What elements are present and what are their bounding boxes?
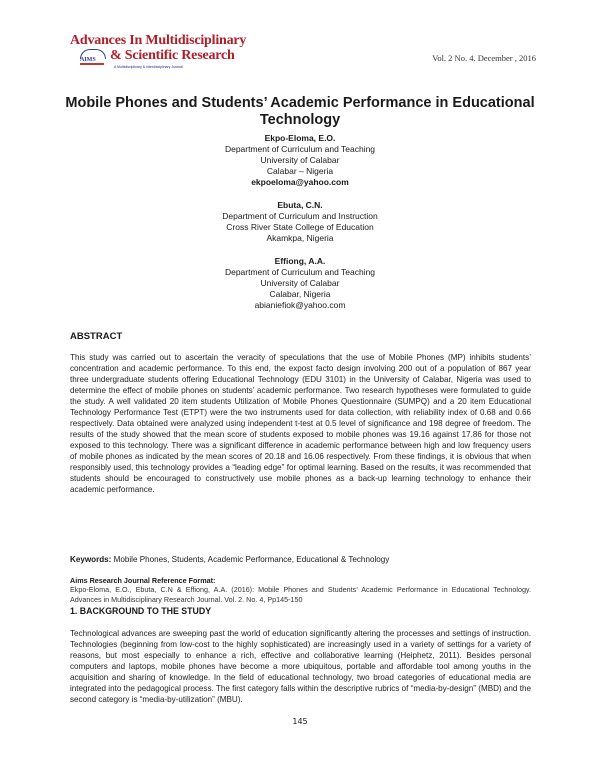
author-affiliation: Calabar, Nigeria <box>269 289 331 299</box>
author-name: Ekpo-Eloma, E.O. <box>264 133 336 143</box>
logo-title-line2: & Scientific Research <box>110 48 235 63</box>
section-heading-background: 1. BACKGROUND TO THE STUDY <box>70 606 212 616</box>
abstract-heading: ABSTRACT <box>70 331 123 342</box>
author-email[interactable]: abianiefiok@yahoo.com <box>254 300 346 310</box>
logo-tagline: A Multidisciplinary & Interdisciplinary Journal <box>114 65 183 69</box>
paper-title: Mobile Phones and Students’ Academic Performance in Educational Technology <box>65 95 535 128</box>
author-affiliation: Department of Curriculum and Teaching <box>224 267 376 277</box>
logo-title-line1: Advances In Multidisciplinary <box>70 33 247 48</box>
author-block-2 <box>60 200 540 244</box>
author-affiliation: Cross River State College of Education <box>226 222 374 232</box>
author-affiliation: Department of Curriculum and Teaching <box>224 144 376 154</box>
keywords-text: Mobile Phones, Students, Academic Performance, Educational & Technology <box>111 555 390 564</box>
reference-format-text: Ekpo-Eloma, E.O., Ebuta, C.N & Effiong, A.A. (2016): Mobile Phones and Students’ Academic Performance in Educational Technology. Advances in Multidisciplinary Research Journal. Vol. 2. No. 4, Pp145-150 <box>70 585 531 604</box>
author-email[interactable]: ekpoeloma@yahoo.com <box>251 177 349 187</box>
page-number: 145 <box>292 717 308 726</box>
keywords-label: Keywords: <box>70 555 112 564</box>
author-name: Ebuta, C.N. <box>277 200 323 210</box>
volume-info: Vol. 2 No. 4. December , 2016 <box>432 53 536 63</box>
author-name: Effiong, A.A. <box>274 256 326 266</box>
author-affiliation: Akamkpa, Nigeria <box>266 233 334 243</box>
aims-emblem-icon: AIMS <box>78 49 106 65</box>
section-background-text: Technological advances are sweeping past the world of education significantly altering the processes and settings of instruction. Technologies (beginning from low-cost to the highly sophisticated) are increasingly used in a variety of settings for a variety of reasons, but most especially to enhance a rich, effective and collaborative learning (Heiphetz, 2011). Besides personal computers and laptops, mobile phones have become a more ubiquitous, portable and affordable tool among youths in the acquisition and sharing of knowledge. In the field of educational technology, two broad categories of educational media are integrated into the pedagogical process. The first category falls within the descriptive rubrics of “media-by-design” (MBD) and the second category is “media-by-utilization” (MBU). <box>70 629 531 704</box>
author-affiliation: Department of Curriculum and Instruction <box>222 211 378 221</box>
keywords <box>70 555 389 564</box>
author-affiliation: University of Calabar <box>260 155 340 165</box>
author-block-3 <box>60 256 540 311</box>
reference-format-heading: Aims Research Journal Reference Format: <box>70 576 216 585</box>
author-affiliation: Calabar – Nigeria <box>266 166 334 176</box>
abstract-text: This study was carried out to ascertain the veracity of speculations that the use of Mobile Phones (MP) inhibits students’ concentration and academic performance. To this end, the expost facto design involving 200 out of a population of 867 year three undergraduate students offering Educational Technology (EDU 3101) in the University of Calabar, Nigeria was used to determine the effect of mobile phones on students’ academic performance. Two research hypotheses were formulated to guide the study. A well validated 20 item students Utilization of Mobile Phones Questionnaire (SUMPQ) and a 20 item Educational Technology Performance Test (ETPT) were the two instruments used for data collection, with reliability index of 0.68 and 0.66 respectively. Data obtained were analyzed using independent t-test at 0.5 level of significance and 198 degree of freedom. The results of the study showed that the mean score of students exposed to mobile phones was 19.16 against 17.86 for those not exposed to this technology. There was a significant difference in academic performance between high and low frequency users of mobile phones as indicated by the mean scores of 20.18 and 16.06 respectively. From these findings, it is obvious that when responsibly used, this technology provides a “leading edge” for optimal learning. Based on the results, it was recommended that students should be encouraged to constructively use mobile phones as a back-up learning technology to enhance their academic performance. <box>70 353 531 494</box>
journal-logo <box>70 33 247 73</box>
author-block-1 <box>60 133 540 188</box>
author-affiliation: University of Calabar <box>260 278 340 288</box>
